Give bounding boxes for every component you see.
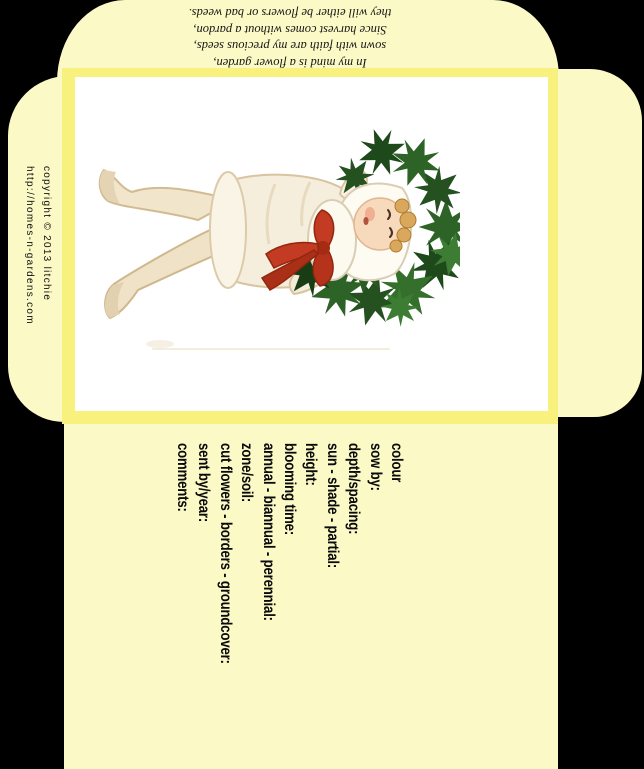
field-label: sent by/year: [195,443,213,523]
child-figure [100,122,460,335]
field-label: sow by: [366,443,384,491]
record-field-labels [172,443,407,698]
field-label: zone/soil: [238,443,256,503]
poem-line: In my mind is a flower garden, [213,56,367,70]
copyright-text: copyright © 2013 litchie [41,166,52,302]
scan-shadow-line [152,348,390,350]
field-label: blooming time: [280,443,298,536]
snow-child-illustration [80,122,460,357]
field-label: sun - shade - partial: [323,443,341,569]
picture-area [75,77,548,411]
field-label: depth/spacing: [345,443,363,535]
field-label: comments: [173,443,191,512]
poem-line: sown with faith are my precious seeds, [193,39,387,54]
poem-line: Since harvest comes without a pardon, [193,23,387,37]
picture-frame [62,68,558,424]
field-label: colour [388,443,405,483]
website-url: http://homes-n-gardens.com [24,166,35,325]
poem-line: they will either be flowers or bad weeds. [188,6,392,21]
mouth [363,217,368,225]
side-credit [21,166,55,378]
fur-hem [210,172,246,288]
envelope-right-flap [556,69,642,417]
field-label: cut flowers - borders - groundcover: [216,443,234,664]
field-label: height: [302,443,320,486]
flap-poem [120,5,460,71]
scan-smudge [146,340,174,348]
field-label: annual - biannual - perennial: [259,443,277,621]
